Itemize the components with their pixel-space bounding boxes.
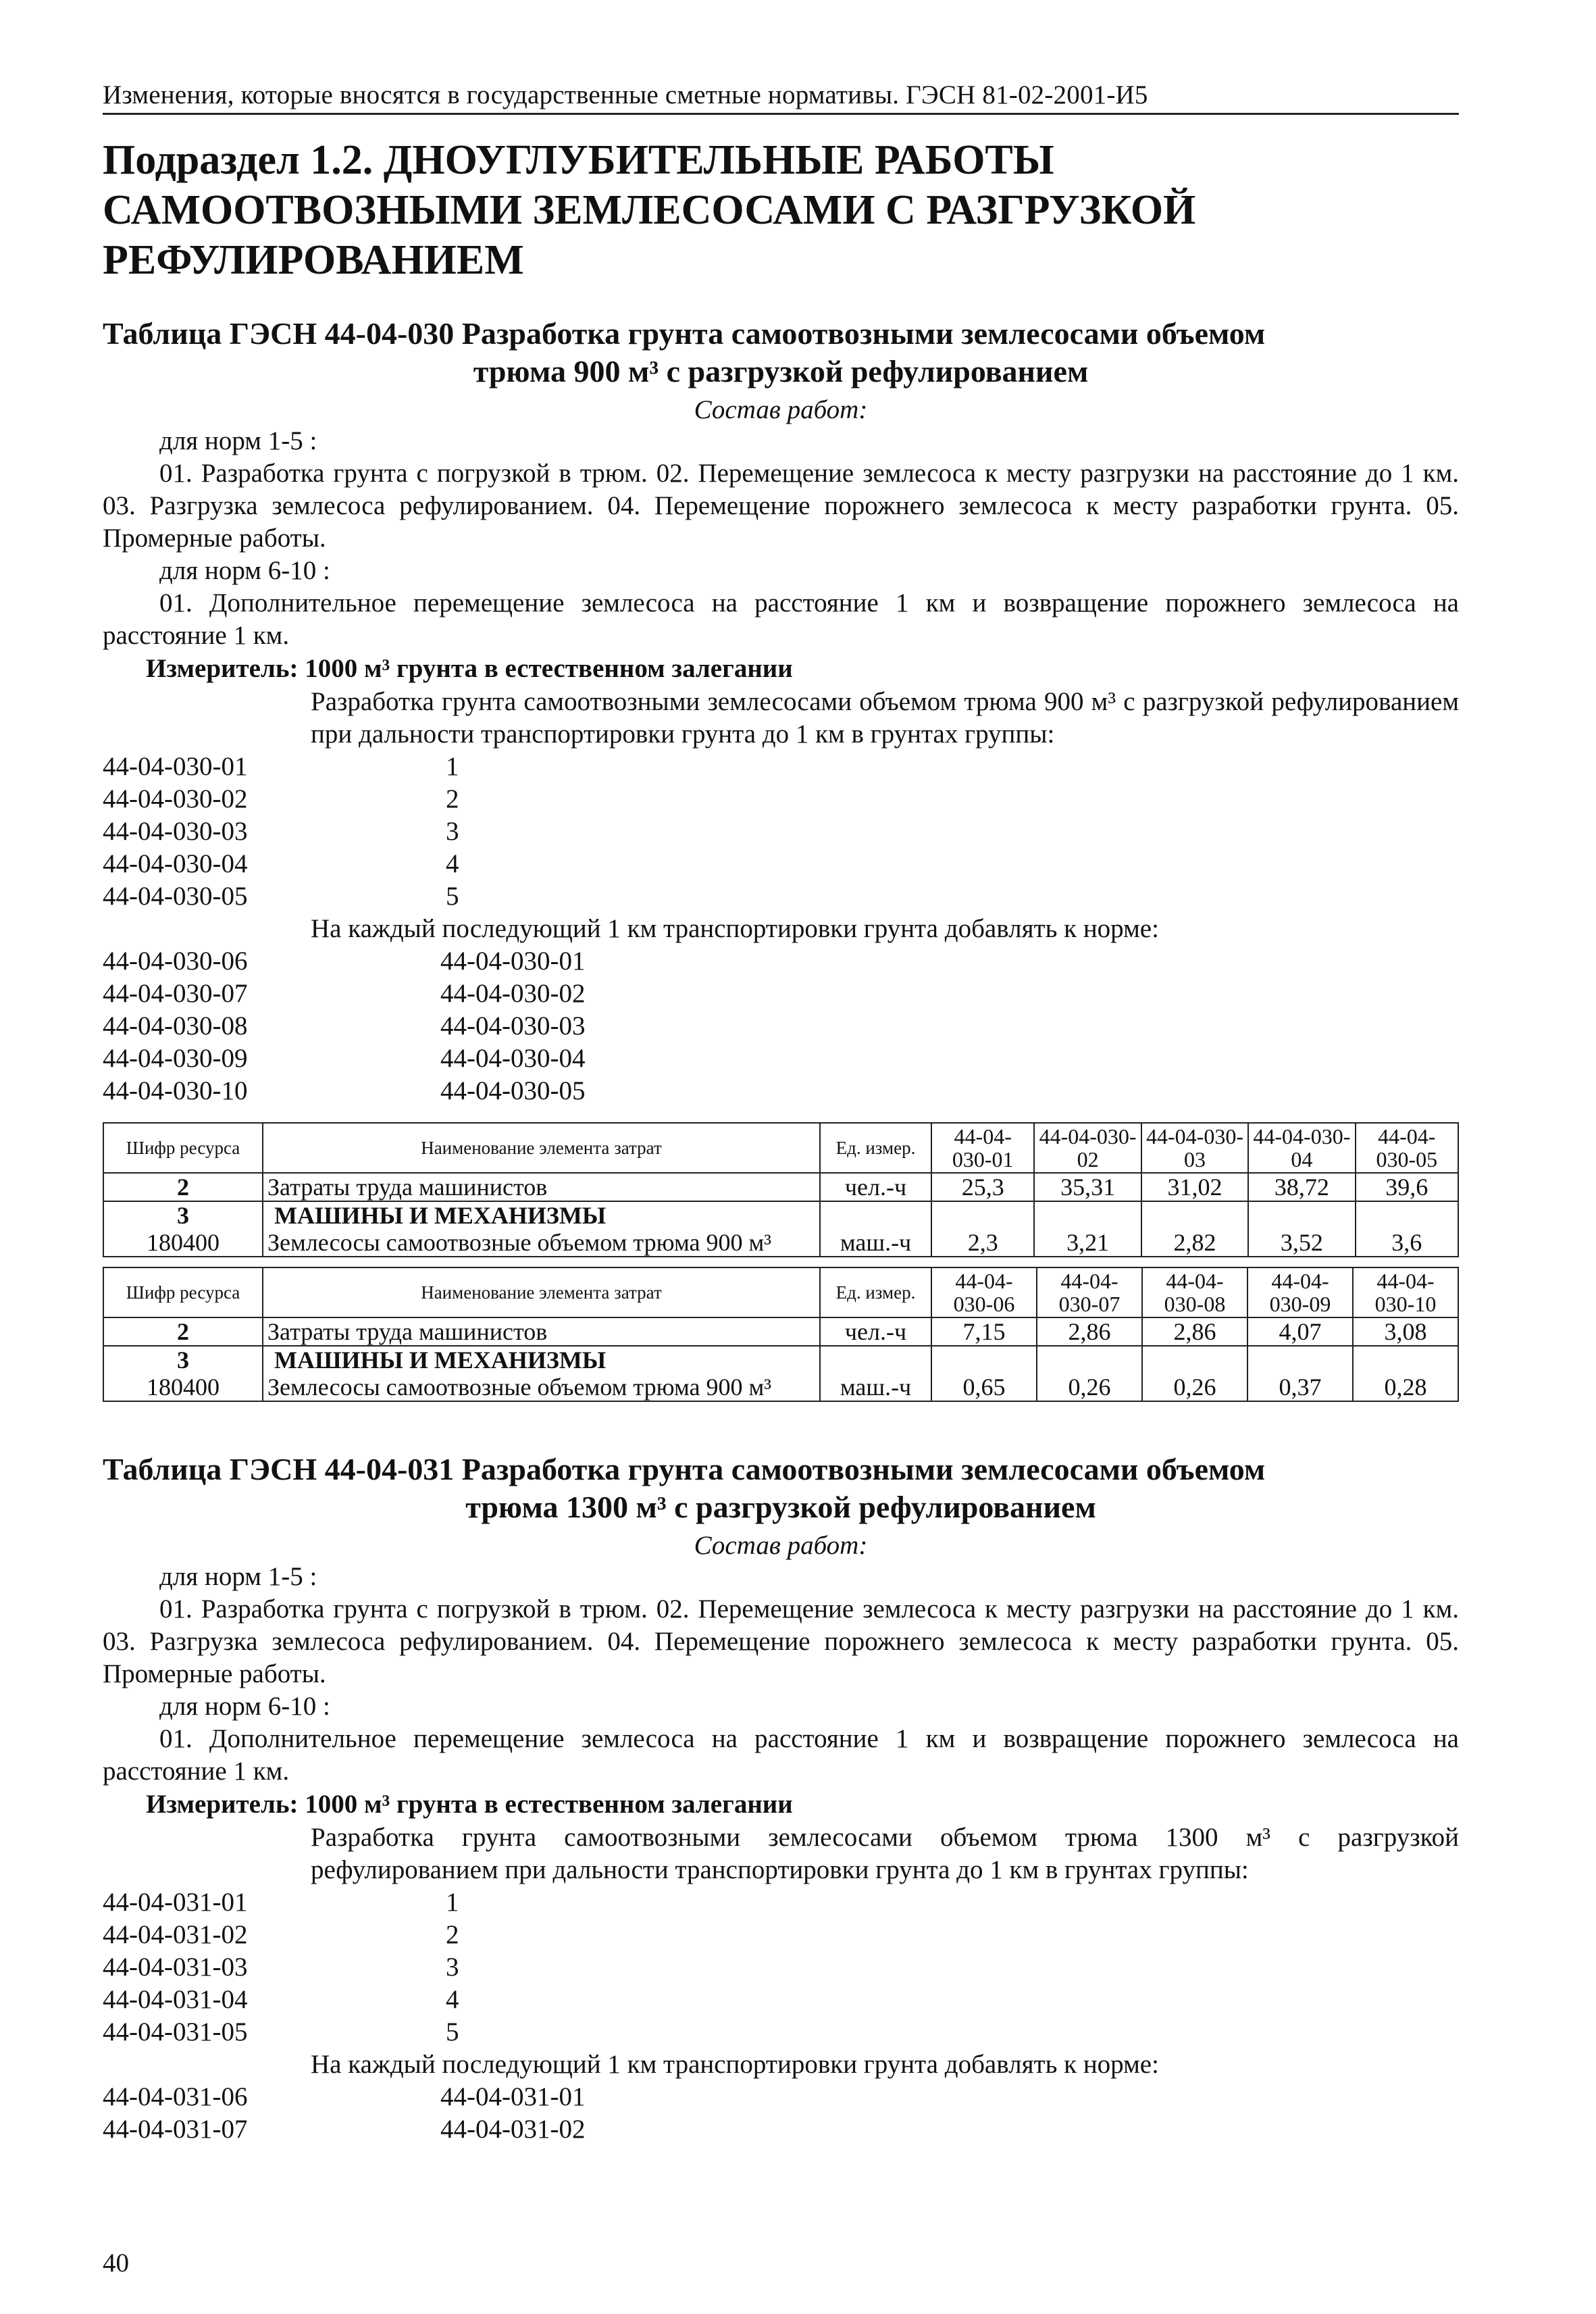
- header-norm-code: 44-04-030-10: [1353, 1267, 1458, 1317]
- code-row: [103, 1886, 1459, 1919]
- value-cell: [1356, 1201, 1458, 1229]
- resource-row-group: [103, 1201, 1458, 1229]
- norm-value: 44-04-031-02: [440, 2115, 586, 2144]
- norm-code: 44-04-031-06: [103, 2082, 248, 2111]
- resource-row-group: [103, 1346, 1458, 1374]
- norm-value: 44-04-030-01: [440, 947, 586, 976]
- resource-row-machine: [103, 1374, 1458, 1401]
- value-cell: 38,72: [1248, 1173, 1355, 1201]
- table1-description: Разработка грунта самоотвозными землесосами объемом трюма 900 м³ с разгрузкой рефулированием при дальности транспортировки грунта до 1 км в грунтах группы:: [311, 687, 1459, 749]
- table1-norms-1-5: для норм 1-5 :: [159, 426, 317, 455]
- value-cell: [1141, 1201, 1248, 1229]
- unit-cell: чел.-ч: [820, 1317, 931, 1346]
- table1-codes-additional: [103, 945, 1459, 1107]
- norm-code: 44-04-031-02: [103, 1920, 248, 1949]
- code-row: [103, 1951, 1459, 1984]
- value-cell: [1034, 1201, 1141, 1229]
- code-row: [103, 2113, 1459, 2146]
- resource-row-machine: [103, 1229, 1458, 1257]
- norm-code: 44-04-030-02: [103, 784, 248, 813]
- code-row: [103, 783, 1459, 815]
- value-cell: [1248, 1201, 1355, 1229]
- value-cell: [1142, 1346, 1247, 1374]
- header-norm-code: 44-04-030-07: [1037, 1267, 1142, 1317]
- header-cipher: Шифр ресурса: [103, 1123, 263, 1173]
- code-row: [103, 751, 1459, 783]
- table1-title-line2: трюма 900 м³ с разгрузкой рефулированием: [473, 354, 1089, 388]
- running-header: Изменения, которые вносятся в государственные сметные нормативы. ГЭСН 81-02-2001-И5: [103, 80, 1459, 115]
- value-cell: 0,28: [1353, 1374, 1458, 1401]
- norm-value: 44-04-030-02: [440, 979, 586, 1008]
- code-row: [103, 2016, 1459, 2048]
- cipher-cell: 2: [103, 1173, 263, 1201]
- value-cell: 0,26: [1142, 1374, 1247, 1401]
- norm-code: 44-04-030-01: [103, 752, 248, 781]
- code-row: [103, 880, 1459, 913]
- norm-code: 44-04-030-03: [103, 817, 248, 846]
- group-name-cell: МАШИНЫ И МЕХАНИЗМЫ: [263, 1201, 820, 1229]
- name-cell: Землесосы самоотвозные объемом трюма 900 м³: [263, 1374, 820, 1401]
- value-cell: [931, 1346, 1037, 1374]
- name-cell: Затраты труда машинистов: [263, 1173, 820, 1201]
- name-cell: Затраты труда машинистов: [263, 1317, 820, 1346]
- table2-meter: Измеритель: 1000 м³ грунта в естественном залегании: [146, 1790, 793, 1819]
- code-row: [103, 978, 1459, 1010]
- cipher-cell: 2: [103, 1317, 263, 1346]
- value-cell: 3,21: [1034, 1229, 1141, 1257]
- cipher-cell: 3: [103, 1346, 263, 1374]
- name-cell: Землесосы самоотвозные объемом трюма 900 м³: [263, 1229, 820, 1257]
- norm-value: 4: [446, 1985, 459, 2014]
- code-row: [103, 1042, 1459, 1075]
- norm-code: 44-04-031-05: [103, 2017, 248, 2046]
- unit-cell: маш.-ч: [820, 1229, 931, 1257]
- table2-works-1-5: 01. Разработка грунта с погрузкой в трюм. 02. Перемещение землесоса к месту разгрузки на расстояние до 1 км. 03. Разгрузка землесоса рефулированием. 04. Перемещение порожнего землесоса к месту разработки грунта. 05. Промерные работы.: [103, 1594, 1459, 1688]
- resource-header-row: [103, 1123, 1458, 1173]
- norm-code: 44-04-031-07: [103, 2115, 248, 2144]
- code-row: [103, 1010, 1459, 1042]
- value-cell: 7,15: [931, 1317, 1037, 1346]
- norm-value: 2: [446, 1920, 459, 1949]
- table1-codes-list: [103, 751, 1459, 913]
- table2-title-line1: Таблица ГЭСН 44-04-031 Разработка грунта самоотвозными землесосами объемом: [103, 1452, 1266, 1486]
- value-cell: [1247, 1346, 1353, 1374]
- header-name: Наименование элемента затрат: [263, 1123, 820, 1173]
- code-row: [103, 815, 1459, 848]
- header-norm-code: 44-04-030-04: [1248, 1123, 1355, 1173]
- value-cell: 2,86: [1142, 1317, 1247, 1346]
- norm-value: 44-04-031-01: [440, 2082, 586, 2111]
- value-cell: 39,6: [1356, 1173, 1458, 1201]
- cipher-cell: 180400: [103, 1229, 263, 1257]
- table1-meter: Измеритель: 1000 м³ грунта в естественном залегании: [146, 654, 793, 683]
- header-unit: Ед. измер.: [820, 1123, 931, 1173]
- table2-codes-additional: [103, 2081, 1459, 2146]
- table2-title: [103, 1451, 1459, 1526]
- norm-code: 44-04-030-09: [103, 1044, 248, 1073]
- norm-value: 5: [446, 882, 459, 911]
- norm-code: 44-04-031-01: [103, 1888, 248, 1917]
- table1-add-note: На каждый последующий 1 км транспортировки грунта добавлять к норме:: [311, 914, 1159, 943]
- table1-norms-6-10: для норм 6-10 :: [159, 556, 330, 585]
- unit-cell: [820, 1346, 931, 1374]
- unit-cell: [820, 1201, 931, 1229]
- norm-value: 3: [446, 1953, 459, 1982]
- page-number: 40: [103, 2248, 129, 2278]
- norm-value: 44-04-030-04: [440, 1044, 586, 1073]
- value-cell: 35,31: [1034, 1173, 1141, 1201]
- norm-code: 44-04-031-03: [103, 1953, 248, 1982]
- norm-code: 44-04-030-05: [103, 882, 248, 911]
- norm-value: 5: [446, 2017, 459, 2046]
- norm-value: 2: [446, 784, 459, 813]
- header-norm-code: 44-04-030-01: [931, 1123, 1034, 1173]
- norm-value: 1: [446, 752, 459, 781]
- header-norm-code: 44-04-030-08: [1142, 1267, 1247, 1317]
- header-norm-code: 44-04-030-09: [1247, 1267, 1353, 1317]
- resource-header-row: [103, 1267, 1458, 1317]
- code-row: [103, 1984, 1459, 2016]
- value-cell: 4,07: [1247, 1317, 1353, 1346]
- table2-sostav: Состав работ:: [694, 1531, 868, 1560]
- code-row: [103, 2081, 1459, 2113]
- value-cell: 3,6: [1356, 1229, 1458, 1257]
- norm-value: 4: [446, 849, 459, 878]
- resource-table-2: [103, 1267, 1459, 1402]
- code-row: [103, 848, 1459, 880]
- value-cell: 0,37: [1247, 1374, 1353, 1401]
- value-cell: 2,3: [931, 1229, 1034, 1257]
- cipher-cell: 3: [103, 1201, 263, 1229]
- value-cell: 0,65: [931, 1374, 1037, 1401]
- header-norm-code: 44-04-030-02: [1034, 1123, 1141, 1173]
- norm-code: 44-04-030-06: [103, 947, 248, 976]
- table2-works-6-10: 01. Дополнительное перемещение землесоса на расстояние 1 км и возвращение порожнего землесоса на расстояние 1 км.: [103, 1724, 1459, 1786]
- norm-code: 44-04-030-10: [103, 1076, 248, 1105]
- unit-cell: маш.-ч: [820, 1374, 931, 1401]
- norm-value: 44-04-030-03: [440, 1011, 586, 1040]
- value-cell: 3,52: [1248, 1229, 1355, 1257]
- norm-value: 44-04-030-05: [440, 1076, 586, 1105]
- document-page: [103, 80, 1459, 2146]
- table1-works-1-5: 01. Разработка грунта с погрузкой в трюм. 02. Перемещение землесоса к месту разгрузки на расстояние до 1 км. 03. Разгрузка землесоса рефулированием. 04. Перемещение порожнего землесоса к месту разработки грунта. 05. Промерные работы.: [103, 459, 1459, 553]
- norm-value: 1: [446, 1888, 459, 1917]
- cipher-cell: 180400: [103, 1374, 263, 1401]
- value-cell: 0,26: [1037, 1374, 1142, 1401]
- table2-norms-1-5: для норм 1-5 :: [159, 1562, 317, 1591]
- table2-add-note: На каждый последующий 1 км транспортировки грунта добавлять к норме:: [311, 2050, 1159, 2079]
- code-row: [103, 1075, 1459, 1107]
- unit-cell: чел.-ч: [820, 1173, 931, 1201]
- value-cell: 2,86: [1037, 1317, 1142, 1346]
- norm-value: 3: [446, 817, 459, 846]
- norm-code: 44-04-031-04: [103, 1985, 248, 2014]
- norm-code: 44-04-030-08: [103, 1011, 248, 1040]
- resource-row-labor: [103, 1173, 1458, 1201]
- value-cell: 3,08: [1353, 1317, 1458, 1346]
- code-row: [103, 1919, 1459, 1951]
- header-cipher: Шифр ресурса: [103, 1267, 263, 1317]
- group-name-cell: МАШИНЫ И МЕХАНИЗМЫ: [263, 1346, 820, 1374]
- value-cell: 25,3: [931, 1173, 1034, 1201]
- header-norm-code: 44-04-030-03: [1141, 1123, 1248, 1173]
- header-unit: Ед. измер.: [820, 1267, 931, 1317]
- resource-table-1: [103, 1122, 1459, 1257]
- header-name: Наименование элемента затрат: [263, 1267, 820, 1317]
- norm-code: 44-04-030-04: [103, 849, 248, 878]
- code-row: [103, 945, 1459, 978]
- table1-title: [103, 315, 1459, 391]
- subsection-title: Подраздел 1.2. ДНОУГЛУБИТЕЛЬНЫЕ РАБОТЫ САМООТВОЗНЫМИ ЗЕМЛЕСОСАМИ С РАЗГРУЗКОЙ РЕФУЛИРОВАНИЕМ: [103, 137, 1196, 283]
- table2-title-line2: трюма 1300 м³ с разгрузкой рефулированием: [465, 1490, 1096, 1524]
- value-cell: [1037, 1346, 1142, 1374]
- table2-codes-list: [103, 1886, 1459, 2048]
- header-norm-code: 44-04-030-06: [931, 1267, 1037, 1317]
- table1-title-line1: Таблица ГЭСН 44-04-030 Разработка грунта самоотвозными землесосами объемом: [103, 316, 1266, 351]
- table1-sostav: Состав работ:: [694, 395, 868, 424]
- header-norm-code: 44-04-030-05: [1356, 1123, 1458, 1173]
- table2-description: Разработка грунта самоотвозными землесосами объемом трюма 1300 м³ с разгрузкой рефулированием при дальности транспортировки грунта до 1 км в грунтах группы:: [311, 1823, 1459, 1884]
- value-cell: [931, 1201, 1034, 1229]
- resource-row-labor: [103, 1317, 1458, 1346]
- value-cell: 31,02: [1141, 1173, 1248, 1201]
- norm-code: 44-04-030-07: [103, 979, 248, 1008]
- table2-norms-6-10: для норм 6-10 :: [159, 1692, 330, 1721]
- value-cell: 2,82: [1141, 1229, 1248, 1257]
- value-cell: [1353, 1346, 1458, 1374]
- table1-works-6-10: 01. Дополнительное перемещение землесоса на расстояние 1 км и возвращение порожнего землесоса на расстояние 1 км.: [103, 588, 1459, 650]
